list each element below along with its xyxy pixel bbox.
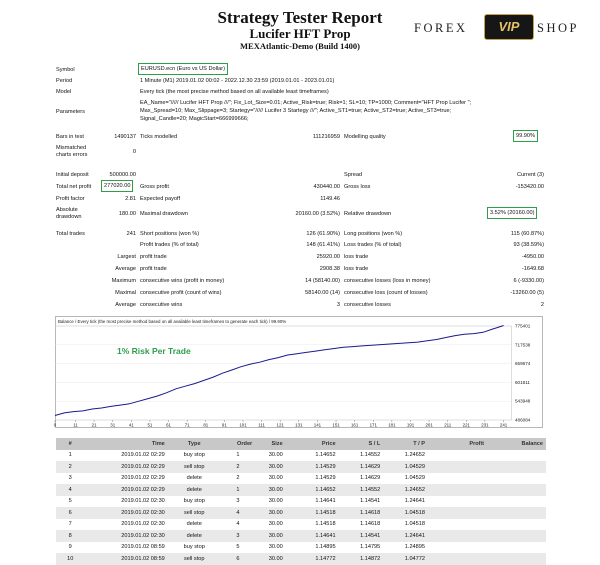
gross-profit-value: 430440.00 <box>313 184 340 190</box>
period-value: 1 Minute (M1) 2019.01.02 00:02 - 2022.12.30 23:59 (2019.01.01 - 2023.01.01) <box>140 78 335 84</box>
quality-value: 99.90% <box>513 130 538 142</box>
table-cell: 2 <box>56 461 84 473</box>
spread-value: Current (3) <box>516 172 544 178</box>
net-profit-value: 277020.00 <box>101 180 133 192</box>
x-tick-label: 181 <box>388 422 396 428</box>
table-cell <box>487 450 546 462</box>
table-cell <box>428 542 487 554</box>
x-tick-label: 61 <box>166 422 171 428</box>
loss-trades-value: 93 (38.59%) <box>513 242 544 248</box>
average-loss-label: loss trade <box>344 266 369 272</box>
x-tick-label: 51 <box>147 422 153 428</box>
x-tick-label: 121 <box>276 422 284 428</box>
table-cell: 2019.01.02 02:29 <box>84 450 167 462</box>
table-cell <box>428 450 487 462</box>
long-positions-label: Long positions (won %) <box>344 231 403 237</box>
profit-factor-value: 2.81 <box>125 196 136 202</box>
profit-trades-value: 148 (61.41%) <box>306 242 340 248</box>
table-cell: 1.14629 <box>339 461 384 473</box>
table-cell: 1.14641 <box>286 530 339 542</box>
profit-trades-label: Profit trades (% of total) <box>140 242 199 248</box>
mismatched-label-1: Mismatched <box>56 145 87 151</box>
trades-header-cell: Profit <box>428 438 487 450</box>
table-row <box>56 450 546 462</box>
parameters-line-3: Signal_Candle=20; MagicStart=666999666; <box>140 116 249 122</box>
table-cell <box>428 507 487 519</box>
table-cell: 30.00 <box>255 461 285 473</box>
max-consecutive-wins-value: 14 (58140.00) <box>305 278 340 284</box>
trades-header-cell: Balance <box>487 438 546 450</box>
table-cell: 7 <box>56 519 84 531</box>
table-cell: 3 <box>221 530 256 542</box>
symbol-label: Symbol <box>56 67 75 73</box>
x-tick-label: 241 <box>499 422 508 428</box>
trades-header-cell: # <box>56 438 84 450</box>
table-cell: sell stop <box>168 553 221 565</box>
table-cell: buy stop <box>168 450 221 462</box>
table-cell: 8 <box>56 530 84 542</box>
table-cell <box>487 507 546 519</box>
table-cell: 2019.01.02 02:30 <box>84 519 167 531</box>
table-cell: sell stop <box>168 461 221 473</box>
server-name: MEXAtlantic-Demo (Build 1400) <box>240 41 360 51</box>
table-cell: 30.00 <box>255 542 285 554</box>
gross-loss-value: -153420.00 <box>515 184 544 190</box>
table-row <box>56 473 546 485</box>
table-cell: 5 <box>56 496 84 508</box>
trades-header-cell: T / P <box>383 438 428 450</box>
table-cell: 2019.01.02 02:29 <box>84 461 167 473</box>
max-consecutive-losses-value: 6 (-9330.00) <box>513 278 544 284</box>
average-consecutive-losses-value: 2 <box>540 302 544 308</box>
y-tick-label: 659674 <box>515 361 531 367</box>
table-cell: 1.04772 <box>383 553 428 565</box>
x-tick-label: 71 <box>184 422 190 428</box>
largest-profit-label: profit trade <box>140 254 167 260</box>
maximal-consecutive-loss-value: -13260.00 (5) <box>510 290 544 296</box>
relative-drawdown-value: 3.52% (20160.00) <box>487 207 537 219</box>
table-cell <box>487 461 546 473</box>
maximal-consecutive-profit-value: 58140.00 (14) <box>305 290 340 296</box>
parameters-line-2: Max_Spread=10; Max_Slippage=3; Startegy="///// Lucifer 3 Startegy ///"; Active_ST1=true; Active_ST2=true; Active_ST3=true; <box>140 108 452 114</box>
table-cell: 4 <box>221 519 256 531</box>
maximal-drawdown-value: 20160.00 (3.52%) <box>295 211 340 217</box>
ea-name: Lucifer HFT Prop <box>249 26 351 41</box>
table-cell: 2 <box>221 461 256 473</box>
table-cell: 1.24652 <box>383 484 428 496</box>
maximal-label: Maximal <box>115 290 136 296</box>
table-cell: 1.14518 <box>286 507 339 519</box>
largest-loss-label: loss trade <box>344 254 369 260</box>
table-cell: 2019.01.02 02:30 <box>84 507 167 519</box>
table-cell: 4 <box>221 507 256 519</box>
maximal-consecutive-loss-label: consecutive loss (count of losses) <box>344 290 428 296</box>
parameters-label: Parameters <box>56 109 85 115</box>
table-cell: 1.14895 <box>286 542 339 554</box>
max-consecutive-losses-label: consecutive losses (loss in money) <box>344 278 431 284</box>
chart-annotation: 1% Risk Per Trade <box>117 346 191 356</box>
table-cell: 1.14618 <box>339 507 384 519</box>
largest-loss-value: -4950.00 <box>521 254 544 260</box>
profit-factor-label: Profit factor <box>56 196 85 202</box>
relative-drawdown-label: Relative drawdown <box>344 211 392 217</box>
table-cell: 2019.01.02 08:59 <box>84 553 167 565</box>
table-cell: 2019.01.02 02:29 <box>84 473 167 485</box>
table-cell: 6 <box>56 507 84 519</box>
table-cell <box>487 484 546 496</box>
table-cell: 10 <box>56 553 84 565</box>
trades-header-row <box>56 438 546 450</box>
table-cell: 30.00 <box>255 473 285 485</box>
absolute-drawdown-label-2: drawdown <box>56 214 82 220</box>
table-cell: 30.00 <box>255 450 285 462</box>
logo-text-right: SHOP <box>537 21 579 35</box>
table-row <box>56 519 546 531</box>
table-cell <box>487 496 546 508</box>
x-tick-label: 221 <box>462 422 470 428</box>
x-tick-label: 0 <box>53 422 57 428</box>
largest-label: Largest <box>117 254 136 260</box>
x-tick-label: 21 <box>91 422 97 428</box>
y-tick-label: 717538 <box>515 342 531 348</box>
table-cell: 30.00 <box>255 496 285 508</box>
maximal-consecutive-profit-label: consecutive profit (count of wins) <box>140 290 222 296</box>
table-cell: 1.14518 <box>286 519 339 531</box>
table-cell: delete <box>168 484 221 496</box>
average-consecutive-losses-label: consecutive losses <box>344 302 391 308</box>
trades-header-cell: Order <box>221 438 256 450</box>
table-cell: 1.14541 <box>339 530 384 542</box>
loss-trades-label: Loss trades (% of total) <box>344 242 402 248</box>
table-cell <box>428 553 487 565</box>
table-cell: 1.14629 <box>339 473 384 485</box>
ticks-value: 111216959 <box>312 134 340 140</box>
table-cell <box>428 461 487 473</box>
table-cell <box>487 553 546 565</box>
table-cell: 1.14529 <box>286 473 339 485</box>
table-cell: 30.00 <box>255 519 285 531</box>
table-cell: 4 <box>56 484 84 496</box>
mismatched-label-2: charts errors <box>56 152 88 158</box>
table-cell: 1 <box>221 450 256 462</box>
x-tick-label: 41 <box>128 422 134 428</box>
table-cell: 1.14552 <box>339 484 384 496</box>
table-cell: 1 <box>221 484 256 496</box>
forex-vip-shop-logo <box>414 14 594 42</box>
table-cell: 3 <box>56 473 84 485</box>
max-consecutive-wins-label: consecutive wins (profit in money) <box>140 278 225 284</box>
trades-table <box>56 438 546 565</box>
table-cell: 30.00 <box>255 507 285 519</box>
x-tick-label: 11 <box>73 422 78 428</box>
model-value: Every tick (the most precise method based on all available least timeframes) <box>140 89 329 95</box>
y-tick-label: 543948 <box>515 398 531 404</box>
table-cell: 30.00 <box>255 530 285 542</box>
table-cell: 1.14652 <box>286 484 339 496</box>
y-tick-label: 486084 <box>515 417 531 423</box>
absolute-drawdown-value: 180.00 <box>118 211 136 217</box>
report-title: Strategy Tester Report <box>217 8 383 27</box>
table-cell: 1.14652 <box>286 450 339 462</box>
table-cell <box>428 484 487 496</box>
table-row <box>56 496 546 508</box>
mismatched-value: 0 <box>132 149 136 155</box>
table-row <box>56 530 546 542</box>
table-cell: 2019.01.02 02:29 <box>84 484 167 496</box>
x-tick-label: 231 <box>481 422 489 428</box>
table-cell: 2019.01.02 02:30 <box>84 496 167 508</box>
model-label: Model <box>56 89 72 95</box>
table-cell: 3 <box>221 496 256 508</box>
table-cell: sell stop <box>168 507 221 519</box>
table-cell: 2 <box>221 473 256 485</box>
x-tick-label: 191 <box>406 422 415 428</box>
table-cell: delete <box>168 519 221 531</box>
expected-payoff-value: 1149.46 <box>320 196 340 202</box>
table-cell: 1.24641 <box>383 496 428 508</box>
logo-vip-badge: VIP <box>484 14 534 40</box>
x-tick-label: 211 <box>444 422 452 428</box>
trades-header-cell: Time <box>84 438 167 450</box>
table-cell: 5 <box>221 542 256 554</box>
x-tick-label: 31 <box>110 422 116 428</box>
table-cell: 1.04518 <box>383 519 428 531</box>
gross-profit-label: Gross profit <box>140 184 169 190</box>
table-cell: 30.00 <box>255 484 285 496</box>
table-cell <box>428 496 487 508</box>
table-cell: 30.00 <box>255 553 285 565</box>
spread-label: Spread <box>344 172 363 178</box>
trades-header-cell: Type <box>168 438 221 450</box>
quality-label: Modelling quality <box>344 134 386 140</box>
table-cell: 9 <box>56 542 84 554</box>
x-tick-label: 81 <box>203 422 209 428</box>
table-row <box>56 461 546 473</box>
x-tick-label: 101 <box>239 422 247 428</box>
table-cell: 1.24641 <box>383 530 428 542</box>
average-loss-value: -1649.68 <box>521 266 544 272</box>
x-tick-label: 201 <box>425 422 433 428</box>
table-cell: 1.14641 <box>286 496 339 508</box>
symbol-value: EURUSD.ecn (Euro vs US Dollar) <box>138 63 228 75</box>
x-tick-label: 141 <box>313 422 322 428</box>
x-tick-label: 111 <box>258 422 265 428</box>
table-cell: delete <box>168 530 221 542</box>
table-cell: 1.14541 <box>339 496 384 508</box>
table-cell: 1.24895 <box>383 542 428 554</box>
x-tick-label: 161 <box>350 422 359 428</box>
maximal-drawdown-label: Maximal drawdown <box>140 211 188 217</box>
table-row <box>56 542 546 554</box>
short-positions-label: Short positions (won %) <box>140 231 200 237</box>
chart-frame <box>53 317 543 428</box>
logo-text-left: FOREX <box>414 21 468 35</box>
table-cell: 1.14529 <box>286 461 339 473</box>
average-profit-value: 2908.38 <box>319 266 340 272</box>
expected-payoff-label: Expected payoff <box>140 196 181 202</box>
table-cell <box>428 530 487 542</box>
period-label: Period <box>56 78 73 84</box>
average-consecutive-label: Average <box>115 302 136 308</box>
y-tick-label: 601811 <box>515 379 530 385</box>
maximum-label: Maximum <box>111 278 136 284</box>
average-consecutive-wins-value: 3 <box>336 302 340 308</box>
table-cell <box>487 519 546 531</box>
average-label: Average <box>115 266 136 272</box>
gross-loss-label: Gross loss <box>344 184 371 190</box>
table-cell: 2019.01.02 02:30 <box>84 530 167 542</box>
average-consecutive-wins-label: consecutive wins <box>140 302 183 308</box>
x-tick-label: 91 <box>221 422 227 428</box>
table-cell <box>487 473 546 485</box>
table-cell: 1.14552 <box>339 450 384 462</box>
ticks-label: Ticks modelled <box>140 134 178 140</box>
table-cell: buy stop <box>168 496 221 508</box>
table-cell: buy stop <box>168 542 221 554</box>
table-cell: 1.14618 <box>339 519 384 531</box>
x-tick-label: 151 <box>332 422 340 428</box>
deposit-label: Initial deposit <box>56 172 89 178</box>
chart-title: Balance / Every tick (the most precise method based on all available least timeframes to generate each tick) / 99.90% <box>58 319 287 324</box>
net-profit-label: Total net profit <box>56 184 92 190</box>
table-cell: 1 <box>56 450 84 462</box>
bars-label: Bars in test <box>56 134 84 140</box>
table-row <box>56 484 546 496</box>
table-cell <box>487 542 546 554</box>
trades-header-cell: Size <box>255 438 285 450</box>
table-cell: 1.14795 <box>339 542 384 554</box>
table-cell: 2019.01.02 08:59 <box>84 542 167 554</box>
long-positions-value: 115 (60.87%) <box>510 231 544 237</box>
average-profit-label: profit trade <box>140 266 167 272</box>
y-tick-label: 775401 <box>515 323 531 329</box>
table-cell: 1.24652 <box>383 450 428 462</box>
table-cell: 1.14772 <box>286 553 339 565</box>
short-positions-value: 126 (61.90%) <box>306 231 340 237</box>
table-cell <box>487 530 546 542</box>
table-row <box>56 553 546 565</box>
table-cell: delete <box>168 473 221 485</box>
table-cell <box>428 473 487 485</box>
table-cell <box>428 519 487 531</box>
table-cell: 1.04518 <box>383 507 428 519</box>
trades-header-cell: Price <box>286 438 339 450</box>
table-cell: 1.04529 <box>383 461 428 473</box>
bars-value: 1490137 <box>114 134 136 140</box>
table-cell: 6 <box>221 553 256 565</box>
deposit-value: 500000.00 <box>109 172 136 178</box>
trades-header-cell: S / L <box>339 438 384 450</box>
balance-chart <box>55 316 543 428</box>
total-trades-label: Total trades <box>56 231 85 237</box>
x-tick-label: 131 <box>295 422 303 428</box>
parameters-line-1: EA_Name="///// Lucifer HFT Prop ///"; Fix_Lot_Size=0.01; Active_Risk=true; Risk=1; SL=10; TP=1000; Comment="HFT Prop Lucifer "; <box>140 100 472 106</box>
x-tick-label: 171 <box>369 422 377 428</box>
absolute-drawdown-label-1: Absolute <box>56 207 78 213</box>
table-cell: 1.04529 <box>383 473 428 485</box>
total-trades-value: 241 <box>126 231 136 237</box>
largest-profit-value: 25920.00 <box>316 254 340 260</box>
table-row <box>56 507 546 519</box>
table-cell: 1.14872 <box>339 553 384 565</box>
